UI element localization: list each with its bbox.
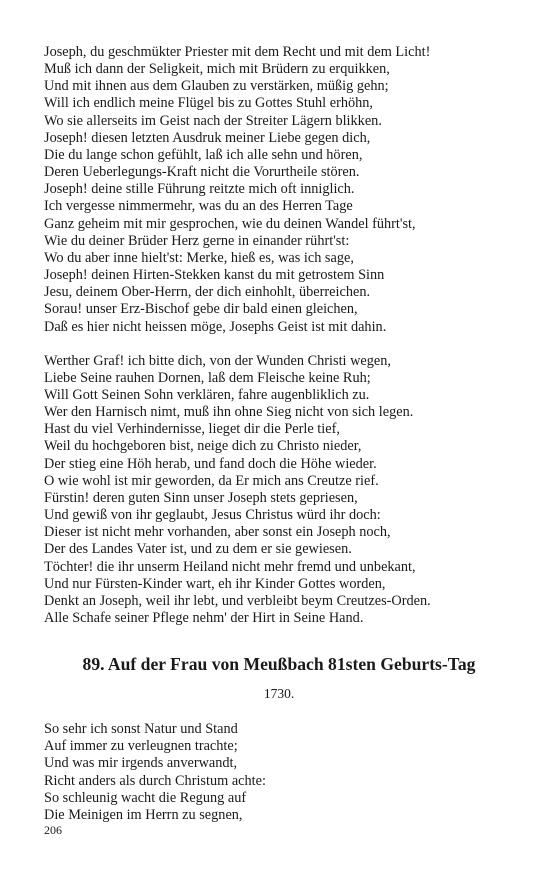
verse-line: Joseph! diesen letzten Ausdruk meiner Liebe gegen dich,: [44, 129, 371, 146]
poem-year: 1730.: [263, 686, 295, 702]
verse-line: Die du lange schon gefühlt, laß ich alle sehn und hören,: [44, 146, 363, 163]
verse-line: Wo sie allerseits im Geist nach der Streiter Lägern blikken.: [44, 112, 382, 129]
verse-line: Will ich endlich meine Flügel bis zu Gottes Stuhl erhöhn,: [44, 95, 373, 112]
verse-line: Wo du aber inne hielt'st: Merke, hieß es, was ich sage,: [44, 249, 354, 266]
verse-line: Wie du deiner Brüder Herz gerne in einander rührt'st:: [44, 232, 350, 249]
verse-line: Weil du hochgeboren bist, neige dich zu Christo nieder,: [44, 438, 362, 455]
verse-line: Und nur Fürsten-Kinder wart, eh ihr Kinder Gottes worden,: [44, 575, 386, 592]
verse-line: Joseph! deine stille Führung reitzte mich oft inniglich.: [44, 181, 355, 198]
poem-heading: 89. Auf der Frau von Meußbach 81sten Geburts-Tag: [82, 654, 476, 675]
verse-line: O wie wohl ist mir geworden, da Er mich ans Creutze rief.: [44, 472, 379, 489]
verse-line: Richt anders als durch Christum achte:: [44, 772, 266, 789]
verse-line: Joseph, du geschmükter Priester mit dem Recht und mit dem Licht!: [44, 44, 431, 60]
verse-line: Daß es hier nicht heissen möge, Josephs Geist ist mit dahin.: [44, 318, 387, 335]
verse-line: Der stieg eine Höh herab, und fand doch die Höhe wieder.: [44, 455, 377, 472]
verse-line: Deren Ueberlegungs-Kraft nicht die Vorurtheile stören.: [44, 164, 360, 181]
verse-line: Töchter! die ihr unserm Heiland nicht mehr fremd und unbekant,: [44, 558, 416, 575]
verse-line: Joseph! deinen Hirten-Stekken kanst du mit getrostem Sinn: [44, 267, 385, 284]
stanza-3: [44, 721, 514, 824]
verse-line: Ganz geheim mit mir gesprochen, wie du deinen Wandel führt'st,: [44, 215, 416, 232]
verse-line: Die Meinigen im Herrn zu segnen,: [44, 806, 243, 823]
stanza-gap: [44, 336, 514, 353]
verse-line: Fürstin! deren guten Sinn unser Joseph stets gepriesen,: [44, 489, 358, 506]
verse-line: Denkt an Joseph, weil ihr lebt, und verbleibt beym Creutzes-Orden.: [44, 592, 431, 609]
verse-line: Und gewiß von ihr geglaubt, Jesus Christus würd ihr doch:: [44, 507, 381, 524]
verse-line: Muß ich dann der Seligkeit, mich mit Brüdern zu erquikken,: [44, 61, 390, 78]
verse-line: Dieser ist nicht mehr vorhanden, aber sonst ein Joseph noch,: [44, 524, 391, 541]
verse-line: Werther Graf! ich bitte dich, von der Wunden Christi wegen,: [44, 352, 391, 369]
verse-line: Wer den Harnisch nimt, muß ihn ohne Sieg nicht von sich legen.: [44, 404, 414, 421]
verse-line: Auf immer zu verleugnen trachte;: [44, 738, 238, 755]
verse-line: Liebe Seine rauhen Dornen, laß dem Fleische keine Ruh;: [44, 369, 371, 386]
stanza-1: [44, 44, 514, 336]
verse-line: Der des Landes Vater ist, und zu dem er sie gewiesen.: [44, 541, 352, 558]
verse-line: Sorau! unser Erz-Bischof gebe dir bald einen gleichen,: [44, 301, 358, 318]
verse-line: Jesu, deinem Ober-Herrn, der dich einhohlt, überreichen.: [44, 284, 371, 301]
verse-line: Will Gott Seinen Sohn verklären, fahre augenbliklich zu.: [44, 386, 370, 403]
verse-line: Hast du viel Verhindernisse, lieget dir die Perle tief,: [44, 421, 340, 438]
page-number: 206: [44, 823, 62, 837]
verse-line: So schleunig wacht die Regung auf: [44, 789, 247, 806]
verse-line: Und was mir irgends anverwandt,: [44, 755, 238, 772]
verse-line: Und mit ihnen aus dem Glauben zu verstärken, müßig gehn;: [44, 78, 389, 95]
verse-line: So sehr ich sonst Natur und Stand: [44, 721, 238, 738]
page-content: [44, 44, 514, 824]
verse-line: Ich vergesse nimmermehr, was du an des Herren Tage: [44, 198, 353, 215]
verse-line: Alle Schafe seiner Pflege nehm' der Hirt in Seine Hand.: [44, 610, 364, 626]
stanza-2: [44, 353, 514, 628]
